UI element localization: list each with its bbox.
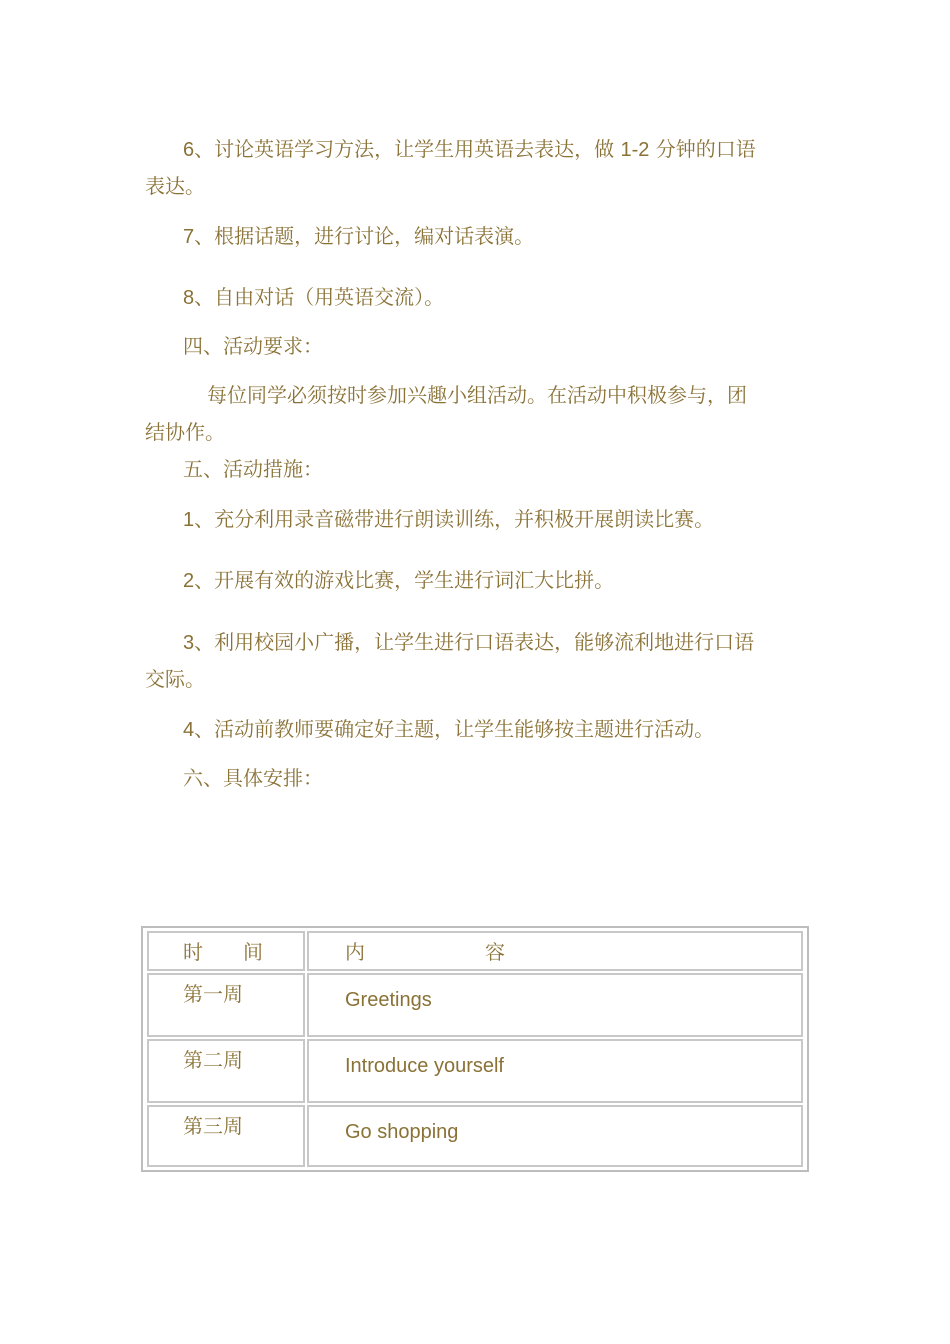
section-heading-6: 六、具体安排： (183, 766, 323, 790)
paragraph-6-line-2: 表达。 (145, 174, 205, 198)
table-row-content (307, 1039, 803, 1103)
item-number: 2 (183, 570, 195, 592)
item-number: 1 (183, 509, 195, 531)
paragraph-text: 、开展有效的游戏比赛，学生进行词汇大比拼。 (194, 568, 615, 592)
header-time-cell (147, 931, 305, 971)
measure-3-line-1 (145, 624, 810, 662)
paragraph-text: 、充分利用录音磁带进行朗读训练，并积极开展朗读比赛。 (194, 507, 715, 531)
paragraph-6-line-1 (145, 131, 810, 169)
measure-3-line-2: 交际。 (145, 667, 205, 691)
schedule-table (141, 926, 809, 1172)
item-number: 3 (183, 632, 195, 654)
paragraph-text: 分钟的口语 (649, 137, 756, 161)
item-number: 4 (183, 719, 195, 741)
paragraph-text: 、利用校园小广播，让学生进行口语表达，能够流利地进行口语 (194, 630, 755, 654)
paragraph-text: 、讨论英语学习方法，让学生用英语去表达，做 (194, 137, 621, 161)
header-content-cell (307, 931, 803, 971)
measure-1 (145, 501, 810, 539)
requirement-line-1: 每位同学必须按时参加兴趣小组活动。在活动中积极参与，团 (207, 383, 747, 407)
activity-topic: Greetings (345, 989, 432, 1011)
table-row-content (307, 1105, 803, 1167)
requirement-line-2: 结协作。 (145, 420, 225, 444)
paragraph-text: 、自由对话（用英语交流）。 (194, 285, 445, 309)
header-content: 内 容 (345, 940, 505, 964)
paragraph-text: 、根据话题，进行讨论，编对话表演。 (194, 224, 535, 248)
paragraph-text: 、活动前教师要确定好主题，让学生能够按主题进行活动。 (194, 717, 715, 741)
table-row-content (307, 973, 803, 1037)
table-row-time (147, 973, 305, 1037)
header-time: 时 间 (183, 940, 263, 964)
table-row-time (147, 1039, 305, 1103)
week-label: 第一周 (183, 982, 243, 1006)
measure-2 (145, 562, 810, 600)
paragraph-7 (145, 218, 810, 256)
table-row-time (147, 1105, 305, 1167)
duration-range: 1-2 (620, 139, 650, 161)
section-heading-5: 五、活动措施： (183, 457, 323, 481)
activity-topic: Introduce yourself (345, 1055, 504, 1077)
paragraph-8 (145, 279, 810, 317)
week-label: 第二周 (183, 1048, 243, 1072)
section-heading-4: 四、活动要求： (183, 334, 323, 358)
activity-topic: Go shopping (345, 1121, 459, 1143)
item-number: 8 (183, 287, 195, 309)
item-number: 7 (183, 226, 195, 248)
item-number: 6 (183, 139, 195, 161)
measure-4 (145, 711, 810, 749)
week-label: 第三周 (183, 1114, 243, 1138)
